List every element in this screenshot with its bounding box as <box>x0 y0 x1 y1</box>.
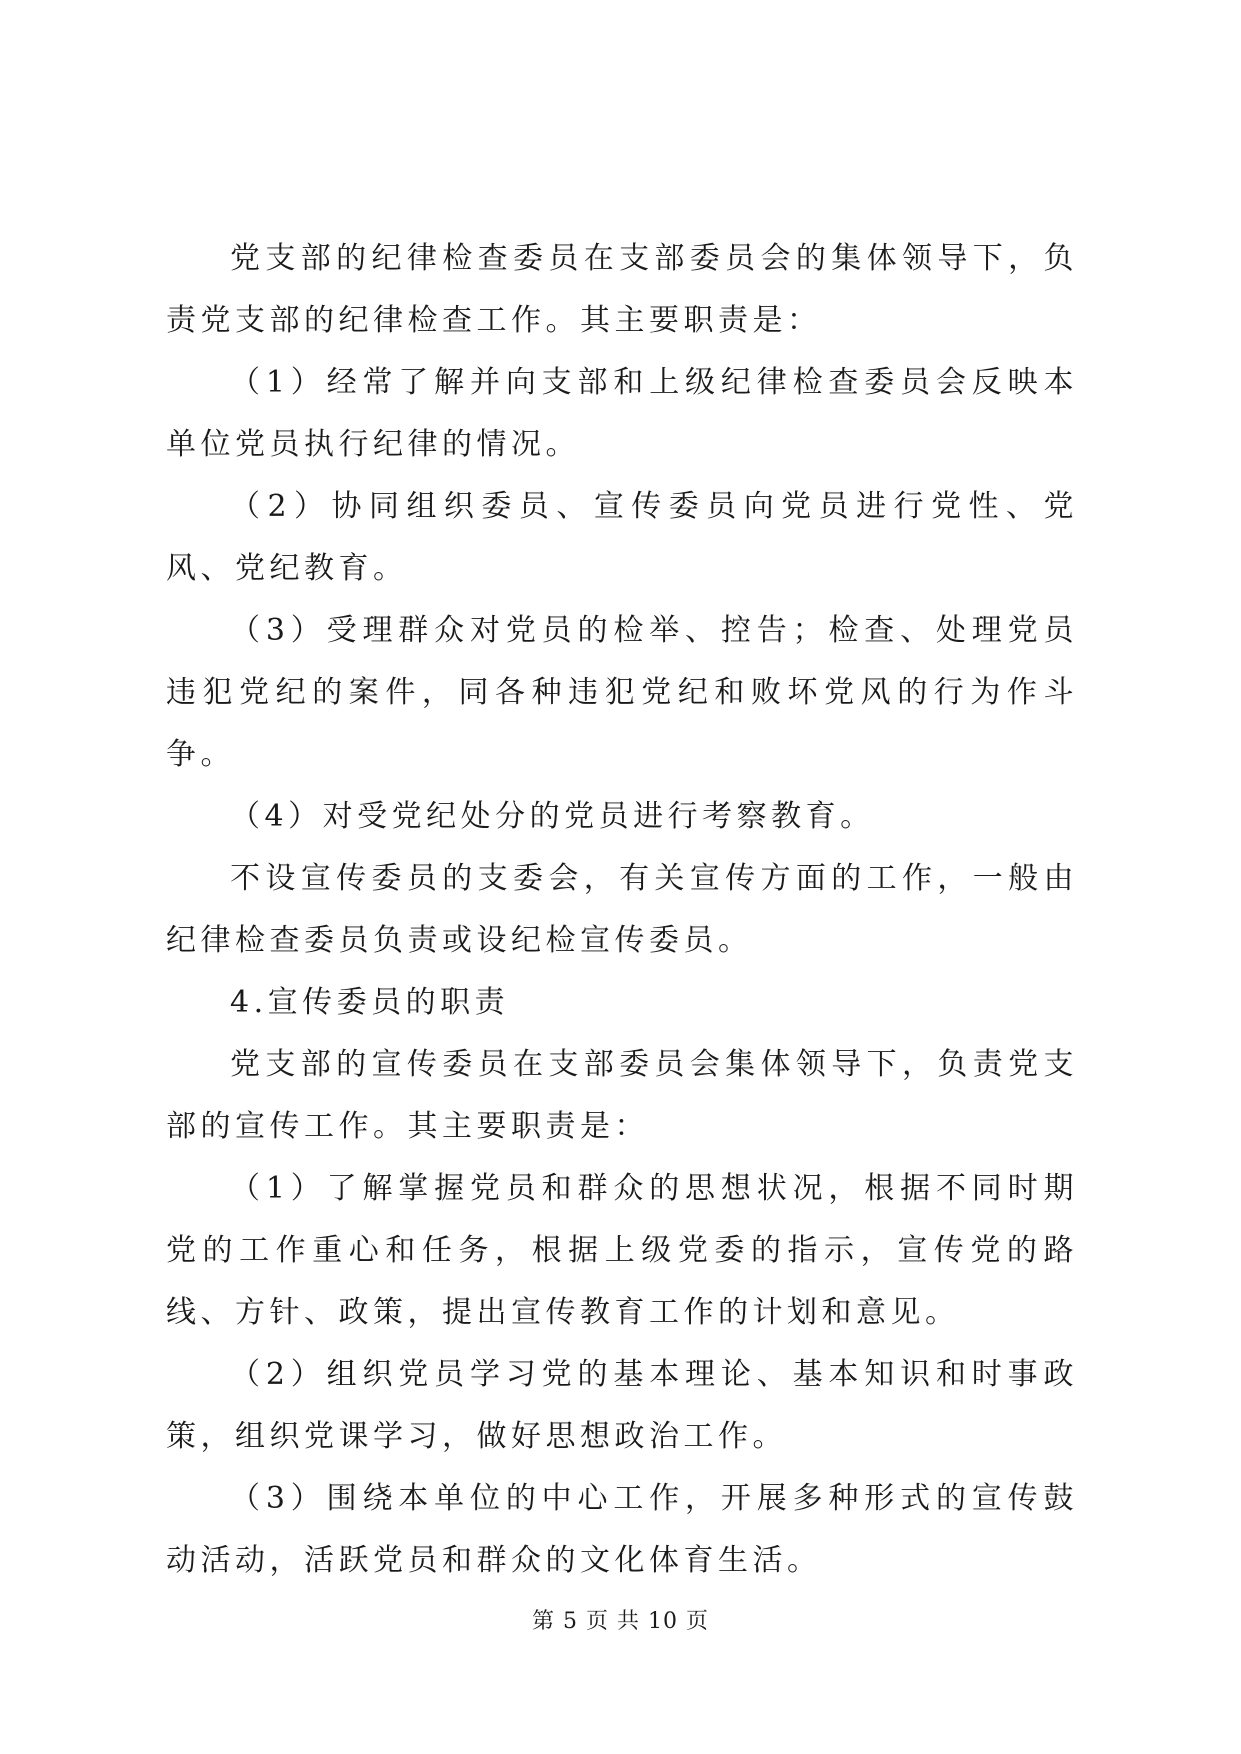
document-body <box>166 228 1078 1592</box>
paragraph-propaganda-duty-3: （3）围绕本单位的中心工作，开展多种形式的宣传鼓动活动，活跃党员和群众的文化体育生活。 <box>166 1481 1078 1578</box>
paragraph-discipline-note: 不设宣传委员的支委会，有关宣传方面的工作，一般由纪律检查委员负责或设纪检宣传委员。 <box>166 861 1078 958</box>
paragraph-discipline-duty-4: （4）对受党纪处分的党员进行考察教育。 <box>230 799 875 834</box>
page-number-footer: 第 5 页 共 10 页 <box>532 1609 709 1634</box>
paragraph-propaganda-duty-1: （1）了解掌握党员和群众的思想状况，根据不同时期党的工作重心和任务，根据上级党委的指示，宣传党的路线、方针、政策，提出宣传教育工作的计划和意见。 <box>166 1171 1078 1330</box>
paragraph-propaganda-intro: 党支部的宣传委员在支部委员会集体领导下，负责党支部的宣传工作。其主要职责是： <box>166 1047 1078 1144</box>
paragraph-discipline-duty-2: （2）协同组织委员、宣传委员向党员进行党性、党风、党纪教育。 <box>166 489 1078 586</box>
paragraph-discipline-duty-1: （1）经常了解并向支部和上级纪律检查委员会反映本单位党员执行纪律的情况。 <box>166 365 1078 462</box>
paragraph-discipline-duty-3: （3）受理群众对党员的检举、控告；检查、处理党员违犯党纪的案件，同各种违犯党纪和败坏党风的行为作斗争。 <box>166 613 1078 772</box>
paragraph-propaganda-duty-2: （2）组织党员学习党的基本理论、基本知识和时事政策，组织党课学习，做好思想政治工作。 <box>166 1357 1078 1454</box>
section-heading-propaganda: 4.宣传委员的职责 <box>230 985 510 1020</box>
paragraph-discipline-intro: 党支部的纪律检查委员在支部委员会的集体领导下，负责党支部的纪律检查工作。其主要职责是： <box>166 241 1078 338</box>
